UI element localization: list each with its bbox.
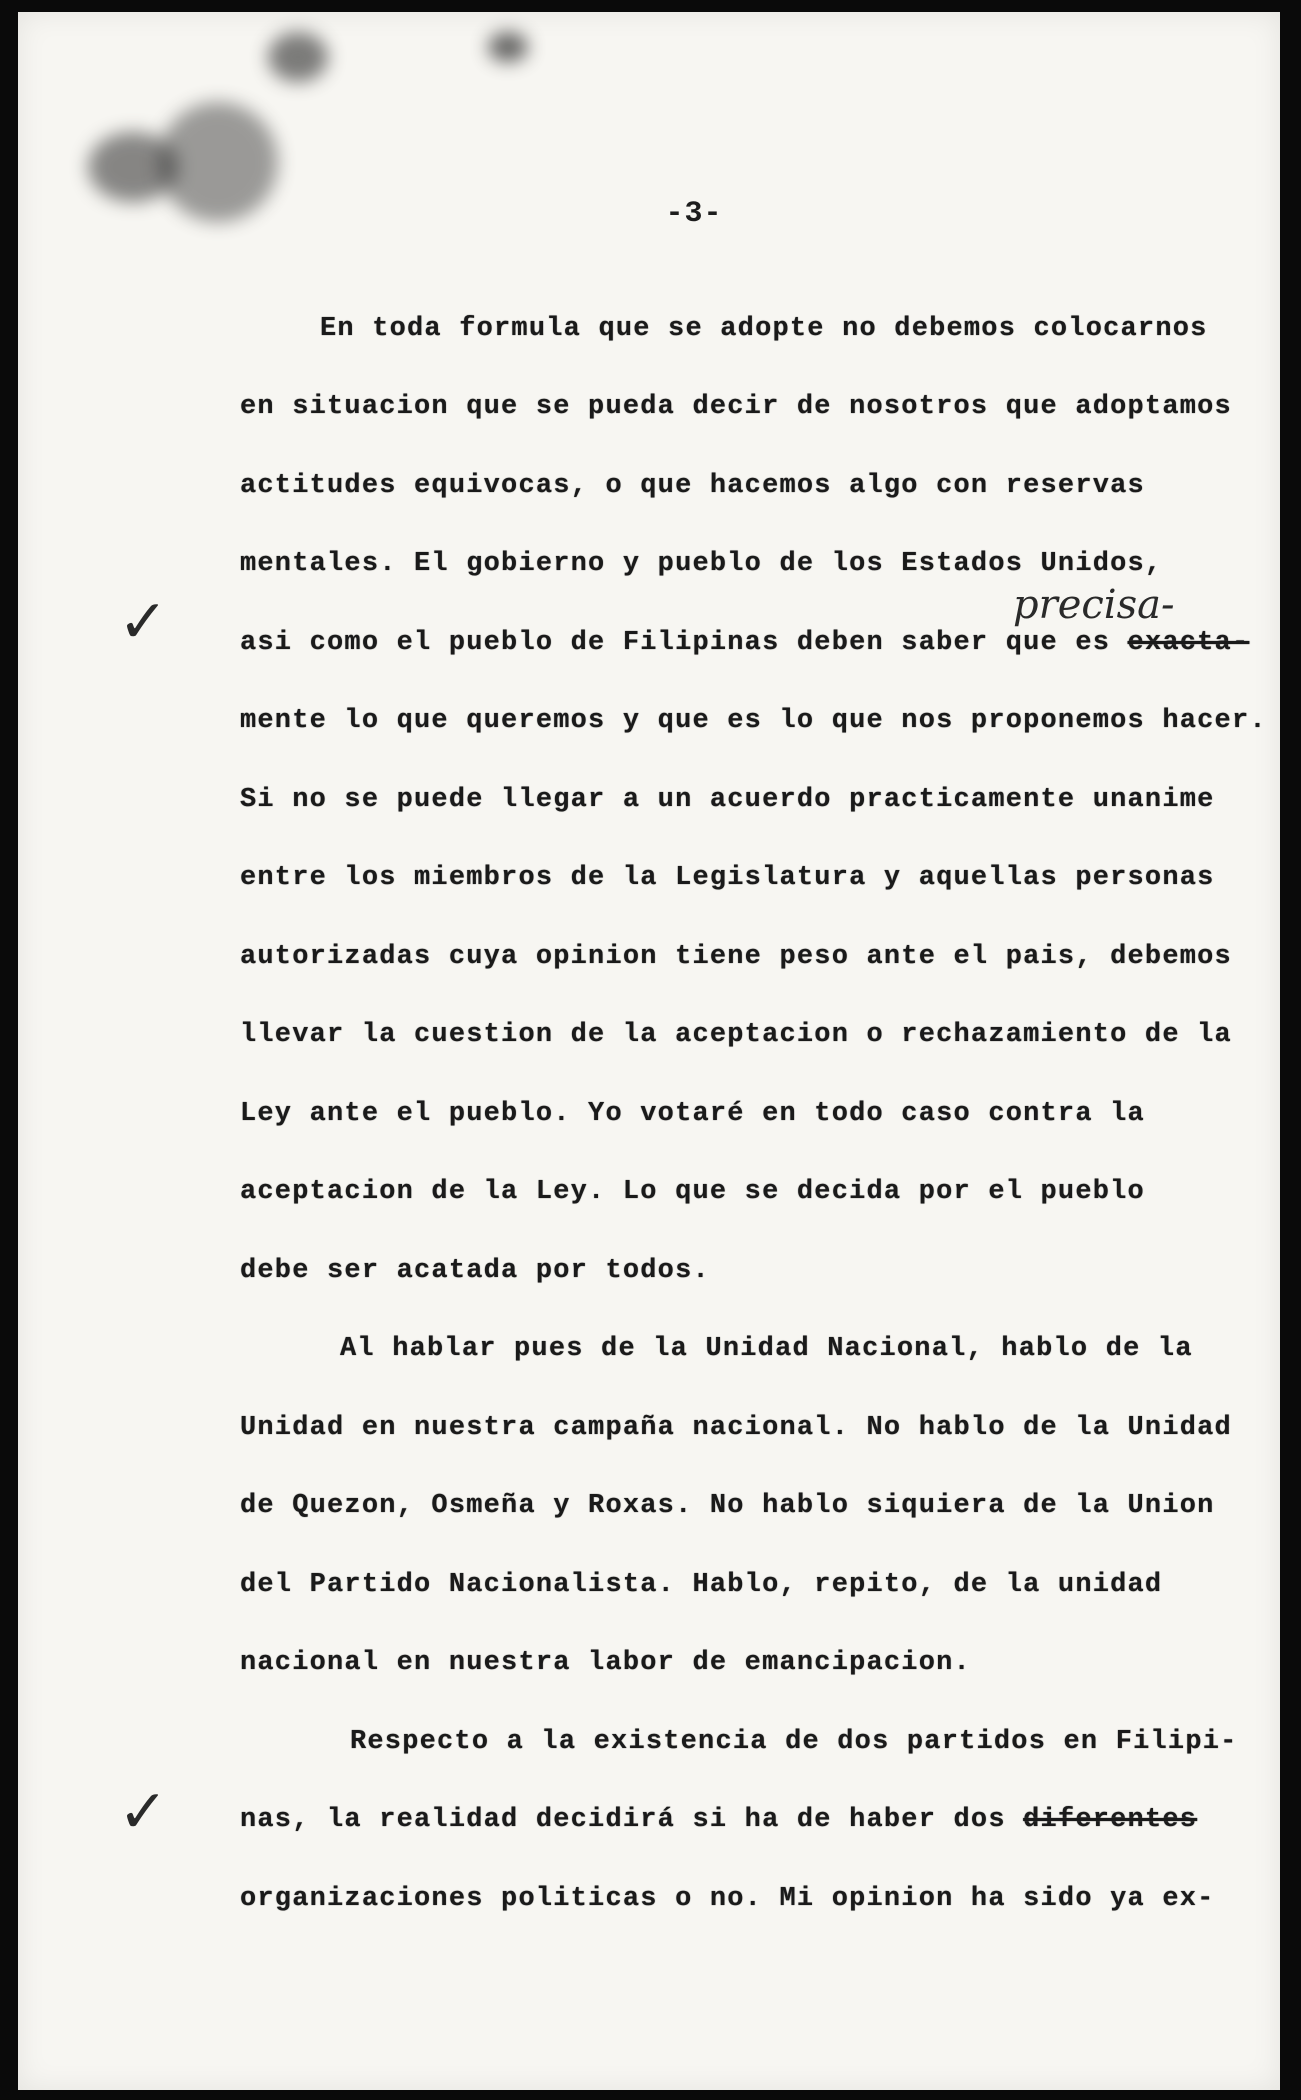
ink-smudge bbox=[488, 32, 528, 62]
ink-smudge bbox=[268, 32, 328, 82]
page-number: -3- bbox=[665, 197, 723, 231]
text-line: entre los miembros de la Legislatura y aquellas personas bbox=[240, 863, 1215, 893]
text-line: Si no se puede llegar a un acuerdo practicamente unanime bbox=[240, 785, 1215, 815]
text-line: autorizadas cuya opinion tiene peso ante el pais, debemos bbox=[240, 942, 1232, 972]
text-line: nacional en nuestra labor de emancipacion. bbox=[240, 1648, 971, 1678]
text-line bbox=[240, 628, 1249, 658]
document-page bbox=[18, 12, 1280, 2090]
text-line: llevar la cuestion de la aceptacion o rechazamiento de la bbox=[240, 1020, 1232, 1050]
struck-word: exacta- bbox=[1127, 628, 1250, 658]
text-line: Al hablar pues de la Unidad Nacional, hablo de la bbox=[340, 1334, 1193, 1364]
text-line: de Quezon, Osmeña y Roxas. No hablo siquiera de la Union bbox=[240, 1491, 1215, 1521]
text-line: En toda formula que se adopte no debemos colocarnos bbox=[320, 314, 1208, 344]
struck-word: diferentes bbox=[1023, 1805, 1198, 1835]
text-line bbox=[240, 1805, 1197, 1835]
checkmark-icon: ✓ bbox=[118, 1777, 169, 1847]
text-line: Ley ante el pueblo. Yo votaré en todo caso contra la bbox=[240, 1099, 1145, 1129]
text-line: del Partido Nacionalista. Hablo, repito, de la unidad bbox=[240, 1570, 1163, 1600]
text-line: mente lo que queremos y que es lo que nos proponemos hacer. bbox=[240, 706, 1267, 736]
text-line: mentales. El gobierno y pueblo de los Estados Unidos, bbox=[240, 549, 1163, 579]
text-line: Respecto a la existencia de dos partidos en Filipi- bbox=[350, 1727, 1238, 1757]
text-line: Unidad en nuestra campaña nacional. No hablo de la Unidad bbox=[240, 1413, 1232, 1443]
handwritten-insertion: precisa- bbox=[1013, 582, 1175, 628]
text-segment: asi como el pueblo de Filipinas deben saber que es bbox=[240, 628, 1111, 658]
text-line: aceptacion de la Ley. Lo que se decida por el pueblo bbox=[240, 1177, 1145, 1207]
text-line: organizaciones politicas o no. Mi opinion ha sido ya ex- bbox=[240, 1884, 1215, 1914]
checkmark-icon: ✓ bbox=[118, 587, 169, 657]
text-segment: nas, la realidad decidirá si ha de haber dos bbox=[240, 1805, 1006, 1835]
text-line: actitudes equivocas, o que hacemos algo con reservas bbox=[240, 471, 1145, 501]
text-line: debe ser acatada por todos. bbox=[240, 1256, 710, 1286]
text-line: en situacion que se pueda decir de nosotros que adoptamos bbox=[240, 392, 1232, 422]
